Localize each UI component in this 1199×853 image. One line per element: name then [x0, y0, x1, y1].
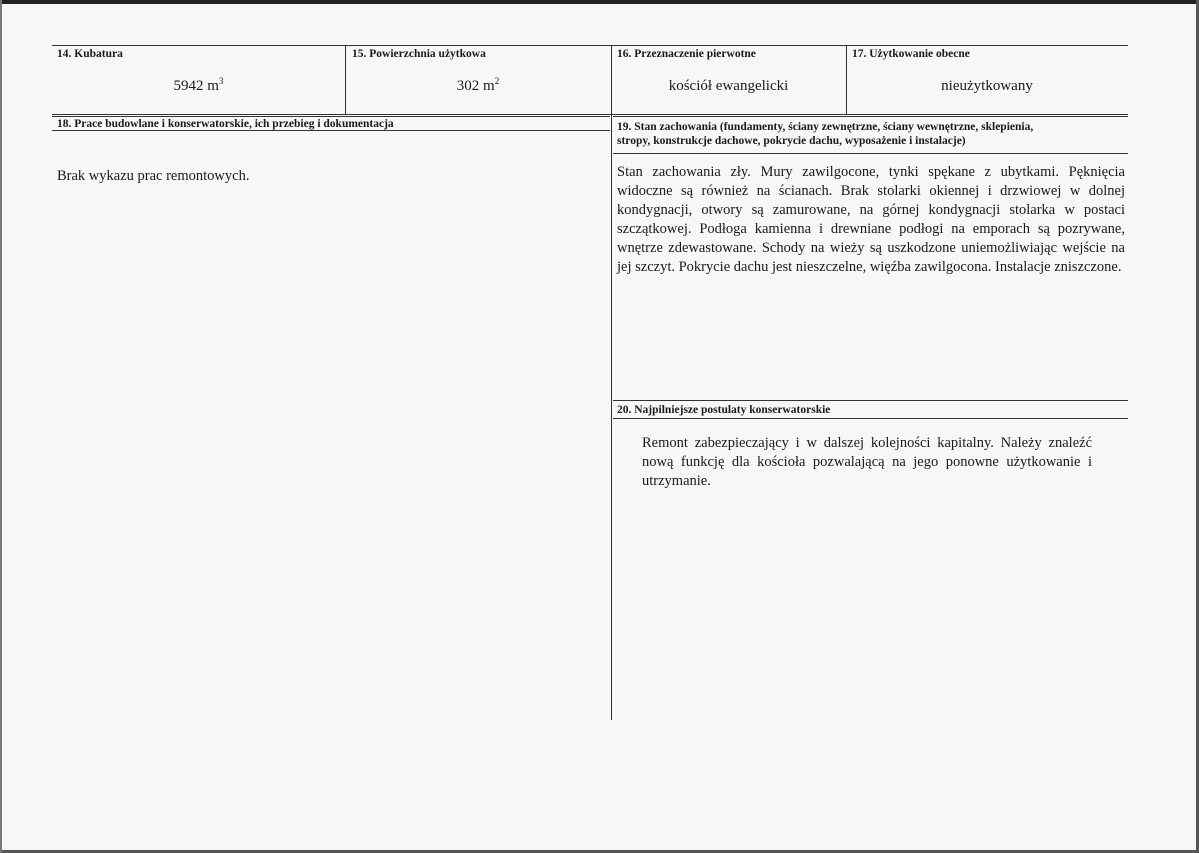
sec19-header-line1: 19. Stan zachowania (fundamenty, ściany zewnętrzne, ściany wewnętrzne, sklepienia,	[617, 121, 1034, 133]
sec20-header: 20. Najpilniejsze postulaty konserwatorskie	[617, 404, 831, 416]
sec20-top-rule	[613, 400, 1128, 401]
sec19-text: Stan zachowania zły. Mury zawilgocone, tynki spękane z ubytkami. Pęknięcia widoczne są również na ścianach. Brak stolarki okiennej i drzwiowej w dolnej kondygnacji, otwory są zamurowane, na górnej kondygnacji stolarka w postaci szczątkowej. Podłoga kamienna i drewniane podłogi na emporach są pozrywane, wnętrze zdewastowane. Schody na wieży są uszkodzone uniemożliwiając wejście na jej szczyt. Pokrycie dachu jest nieszczelne, więźba zawilgocona. Instalacje zniszczone.	[617, 164, 1125, 275]
sec20-header-rule	[613, 418, 1128, 419]
sec18-text: Brak wykazu prac remontowych.	[57, 168, 250, 184]
cell16-header: 16. Przeznaczenie pierwotne	[617, 48, 756, 60]
scan-border-left	[0, 0, 2, 853]
cell14-header: 14. Kubatura	[57, 48, 123, 60]
cell16-value: kościół ewangelicki	[668, 78, 789, 94]
cell14-value: 5942 $m^3$	[173, 76, 224, 94]
sec19-header-line2: stropy, konstrukcje dachowe, pokrycie dachu, wyposażenie i instalacje)	[617, 135, 966, 147]
scan-border-top	[0, 0, 1199, 4]
cell17-header: 17. Użytkowanie obecne	[852, 48, 970, 60]
sec19-header	[617, 120, 1127, 148]
row1-bottom-rule	[52, 114, 1128, 115]
cell15-header: 15. Powierzchnia użytkowa	[352, 48, 486, 60]
sec20-text: Remont zabezpieczający i w dalszej kolejności kapitalny. Należy znaleźć nową funkcję dla kościoła pozwalającą na jego ponowne użytkowanie i utrzymanie.	[642, 435, 1092, 489]
row2-right-top-rule	[613, 116, 1128, 117]
table-top-rule	[52, 45, 1128, 46]
cell15-value: 302 $m^2$	[456, 76, 500, 94]
sec19-header-rule	[613, 153, 1128, 154]
sec18-header: 18. Prace budowlane i konserwatorskie, ich przebieg i dokumentacja	[57, 118, 394, 130]
cell17-value: nieużytkowany	[941, 78, 1033, 94]
main-column-divider	[611, 45, 612, 720]
